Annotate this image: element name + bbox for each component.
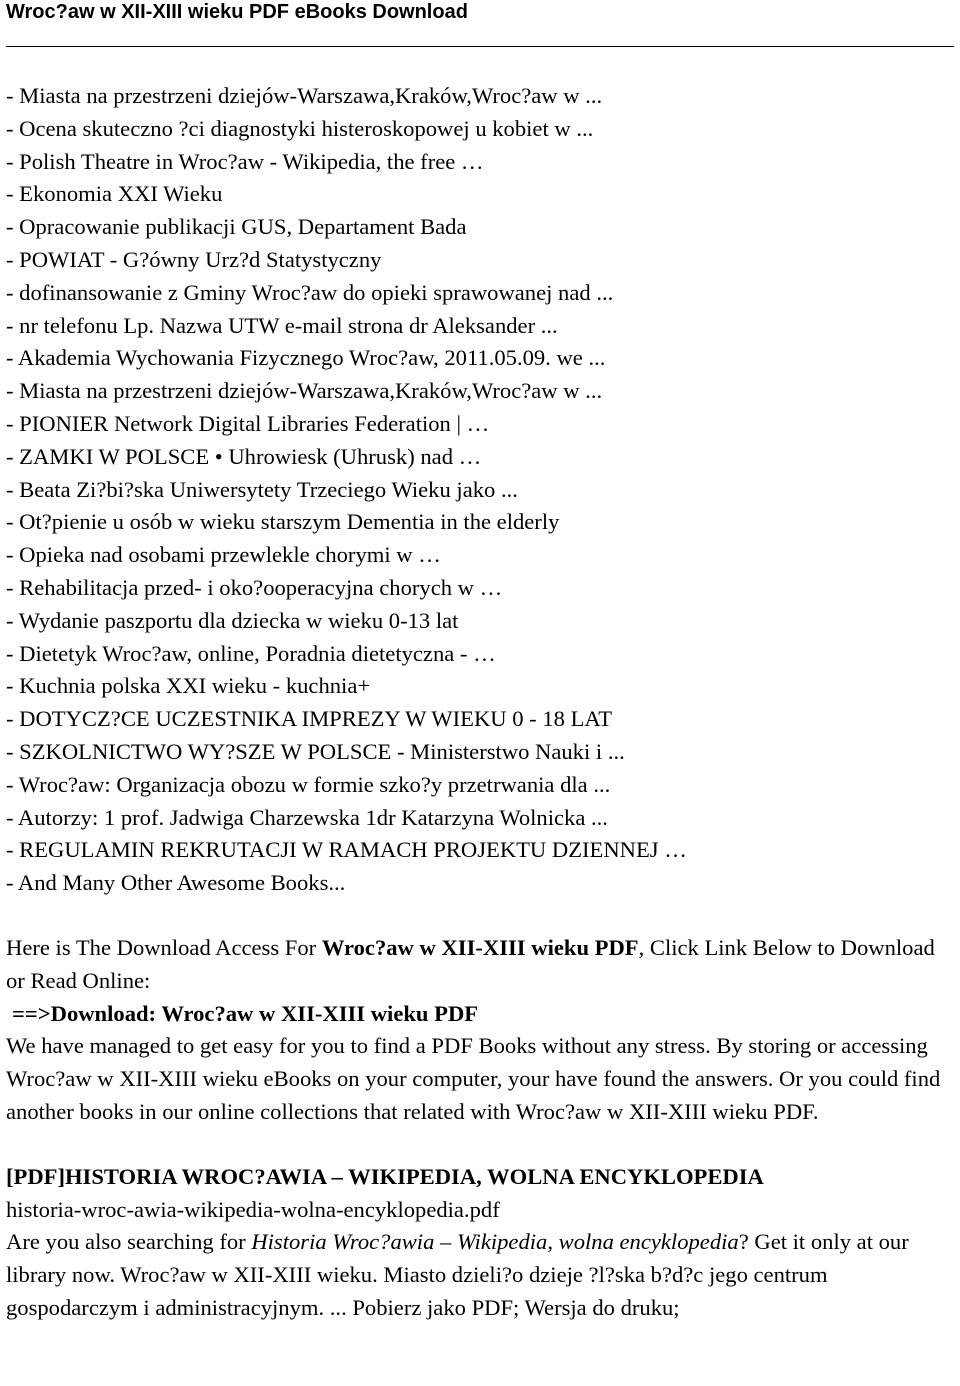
list-item[interactable]: - Autorzy: 1 prof. Jadwiga Charzewska 1dr Katarzyna Wolnicka ... (6, 804, 608, 830)
page-header (6, 0, 954, 48)
spacer (6, 1129, 954, 1161)
access-suffix: , Click Link Below to Download or Read Online: (6, 934, 935, 993)
list-item[interactable]: - ZAMKI W POLSCE • Uhrowiesk (Uhrusk) nad … (6, 443, 482, 469)
list-item[interactable]: - Opieka nad osobami przewlekle chorymi w … (6, 542, 441, 568)
list-item[interactable]: - Dietetyk Wroc?aw, online, Poradnia dietetyczna - … (6, 640, 496, 666)
section-filename: historia-wroc-awia-wikipedia-wolna-encyklopedia.pdf (6, 1196, 500, 1222)
list-item[interactable]: - Miasta na przestrzeni dziejów-Warszawa,Kraków,Wroc?aw w ... (6, 378, 603, 404)
list-item[interactable]: - Opracowanie publikacji GUS, Departament Bada (6, 214, 467, 240)
list-item[interactable]: - Ocena skuteczno ?ci diagnostyki histeroskopowej u kobiet w ... (6, 115, 594, 141)
section-heading: [PDF]HISTORIA WROC?AWIA – WIKIPEDIA, WOLNA ENCYKLOPEDIA (6, 1163, 764, 1189)
list-item[interactable]: - dofinansowanie z Gminy Wroc?aw do opieki sprawowanej nad ... (6, 279, 614, 305)
list-item[interactable]: - Miasta na przestrzeni dziejów-Warszawa,Kraków,Wroc?aw w ... (6, 83, 603, 108)
download-access-text (6, 932, 954, 998)
list-item[interactable]: - Ot?pienie u osób w wieku starszym Dementia in the elderly (6, 509, 560, 535)
download-link[interactable]: ==>Download: Wroc?aw w XII-XIII wieku PDF (12, 1000, 479, 1026)
page-title: Wroc?aw w XII-XIII wieku PDF eBooks Download (6, 1, 468, 23)
spacer (6, 900, 954, 932)
section-text-prefix: Are you also searching for (6, 1229, 252, 1255)
list-item[interactable]: - Ekonomia XXI Wieku (6, 181, 223, 207)
list-item[interactable]: - Rehabilitacja przed- i oko?ooperacyjna chorych w … (6, 574, 503, 600)
list-item[interactable]: - Wydanie paszportu dla dziecka w wieku 0-13 lat (6, 607, 459, 633)
list-item[interactable]: - POWIAT - G?ówny Urz?d Statystyczny (6, 246, 382, 272)
header-divider (6, 46, 954, 47)
section-text-suffix: ? Get it only at our library now. Wroc?aw w XII-XIII wieku. Miasto dzieli?o dzieje ?l?ska b?d?c jego centrum gospodarczym i administracyjnym. ... Pobierz jako PDF; Wersja do druku; (6, 1229, 909, 1320)
access-prefix: Here is The Download Access For (6, 934, 322, 960)
list-item[interactable]: - Akademia Wychowania Fizycznego Wroc?aw, 2011.05.09. we ... (6, 345, 606, 371)
list-item[interactable]: - SZKOLNICTWO WY?SZE W POLSCE - Ministerstwo Nauki i ... (6, 738, 625, 764)
description-paragraph: We have managed to get easy for you to find a PDF Books without any stress. By storing or accessing Wroc?aw w XII-XIII wieku eBooks on your computer, your have found the answers. Or you could find another books in our online collections that related with Wroc?aw w XII-XIII wieku PDF. (6, 1033, 941, 1124)
list-item[interactable]: - PIONIER Network Digital Libraries Federation | … (6, 410, 490, 436)
list-item[interactable]: - DOTYCZ?CE UCZESTNIKA IMPREZY W WIEKU 0 - 18 LAT (6, 706, 613, 732)
list-item[interactable]: - Wroc?aw: Organizacja obozu w formie szko?y przetrwania dla ... (6, 771, 611, 797)
document-body (6, 80, 954, 1325)
access-title: Wroc?aw w XII-XIII wieku PDF (321, 934, 639, 960)
list-item[interactable]: - Kuchnia polska XXI wieku - kuchnia+ (6, 673, 371, 699)
section-text (6, 1226, 954, 1324)
section-text-italic: Historia Wroc?awia – Wikipedia, wolna encyklopedia (251, 1229, 739, 1255)
list-item[interactable]: - Polish Theatre in Wroc?aw - Wikipedia, the free … (6, 148, 484, 174)
book-list (6, 80, 954, 900)
list-item[interactable]: - REGULAMIN REKRUTACJI W RAMACH PROJEKTU DZIENNEJ … (6, 837, 687, 863)
list-item[interactable]: - Beata Zi?bi?ska Uniwersytety Trzeciego Wieku jako ... (6, 476, 518, 502)
list-item[interactable]: - And Many Other Awesome Books... (6, 870, 346, 896)
list-item[interactable]: - nr telefonu Lp. Nazwa UTW e-mail strona dr Aleksander ... (6, 312, 558, 338)
